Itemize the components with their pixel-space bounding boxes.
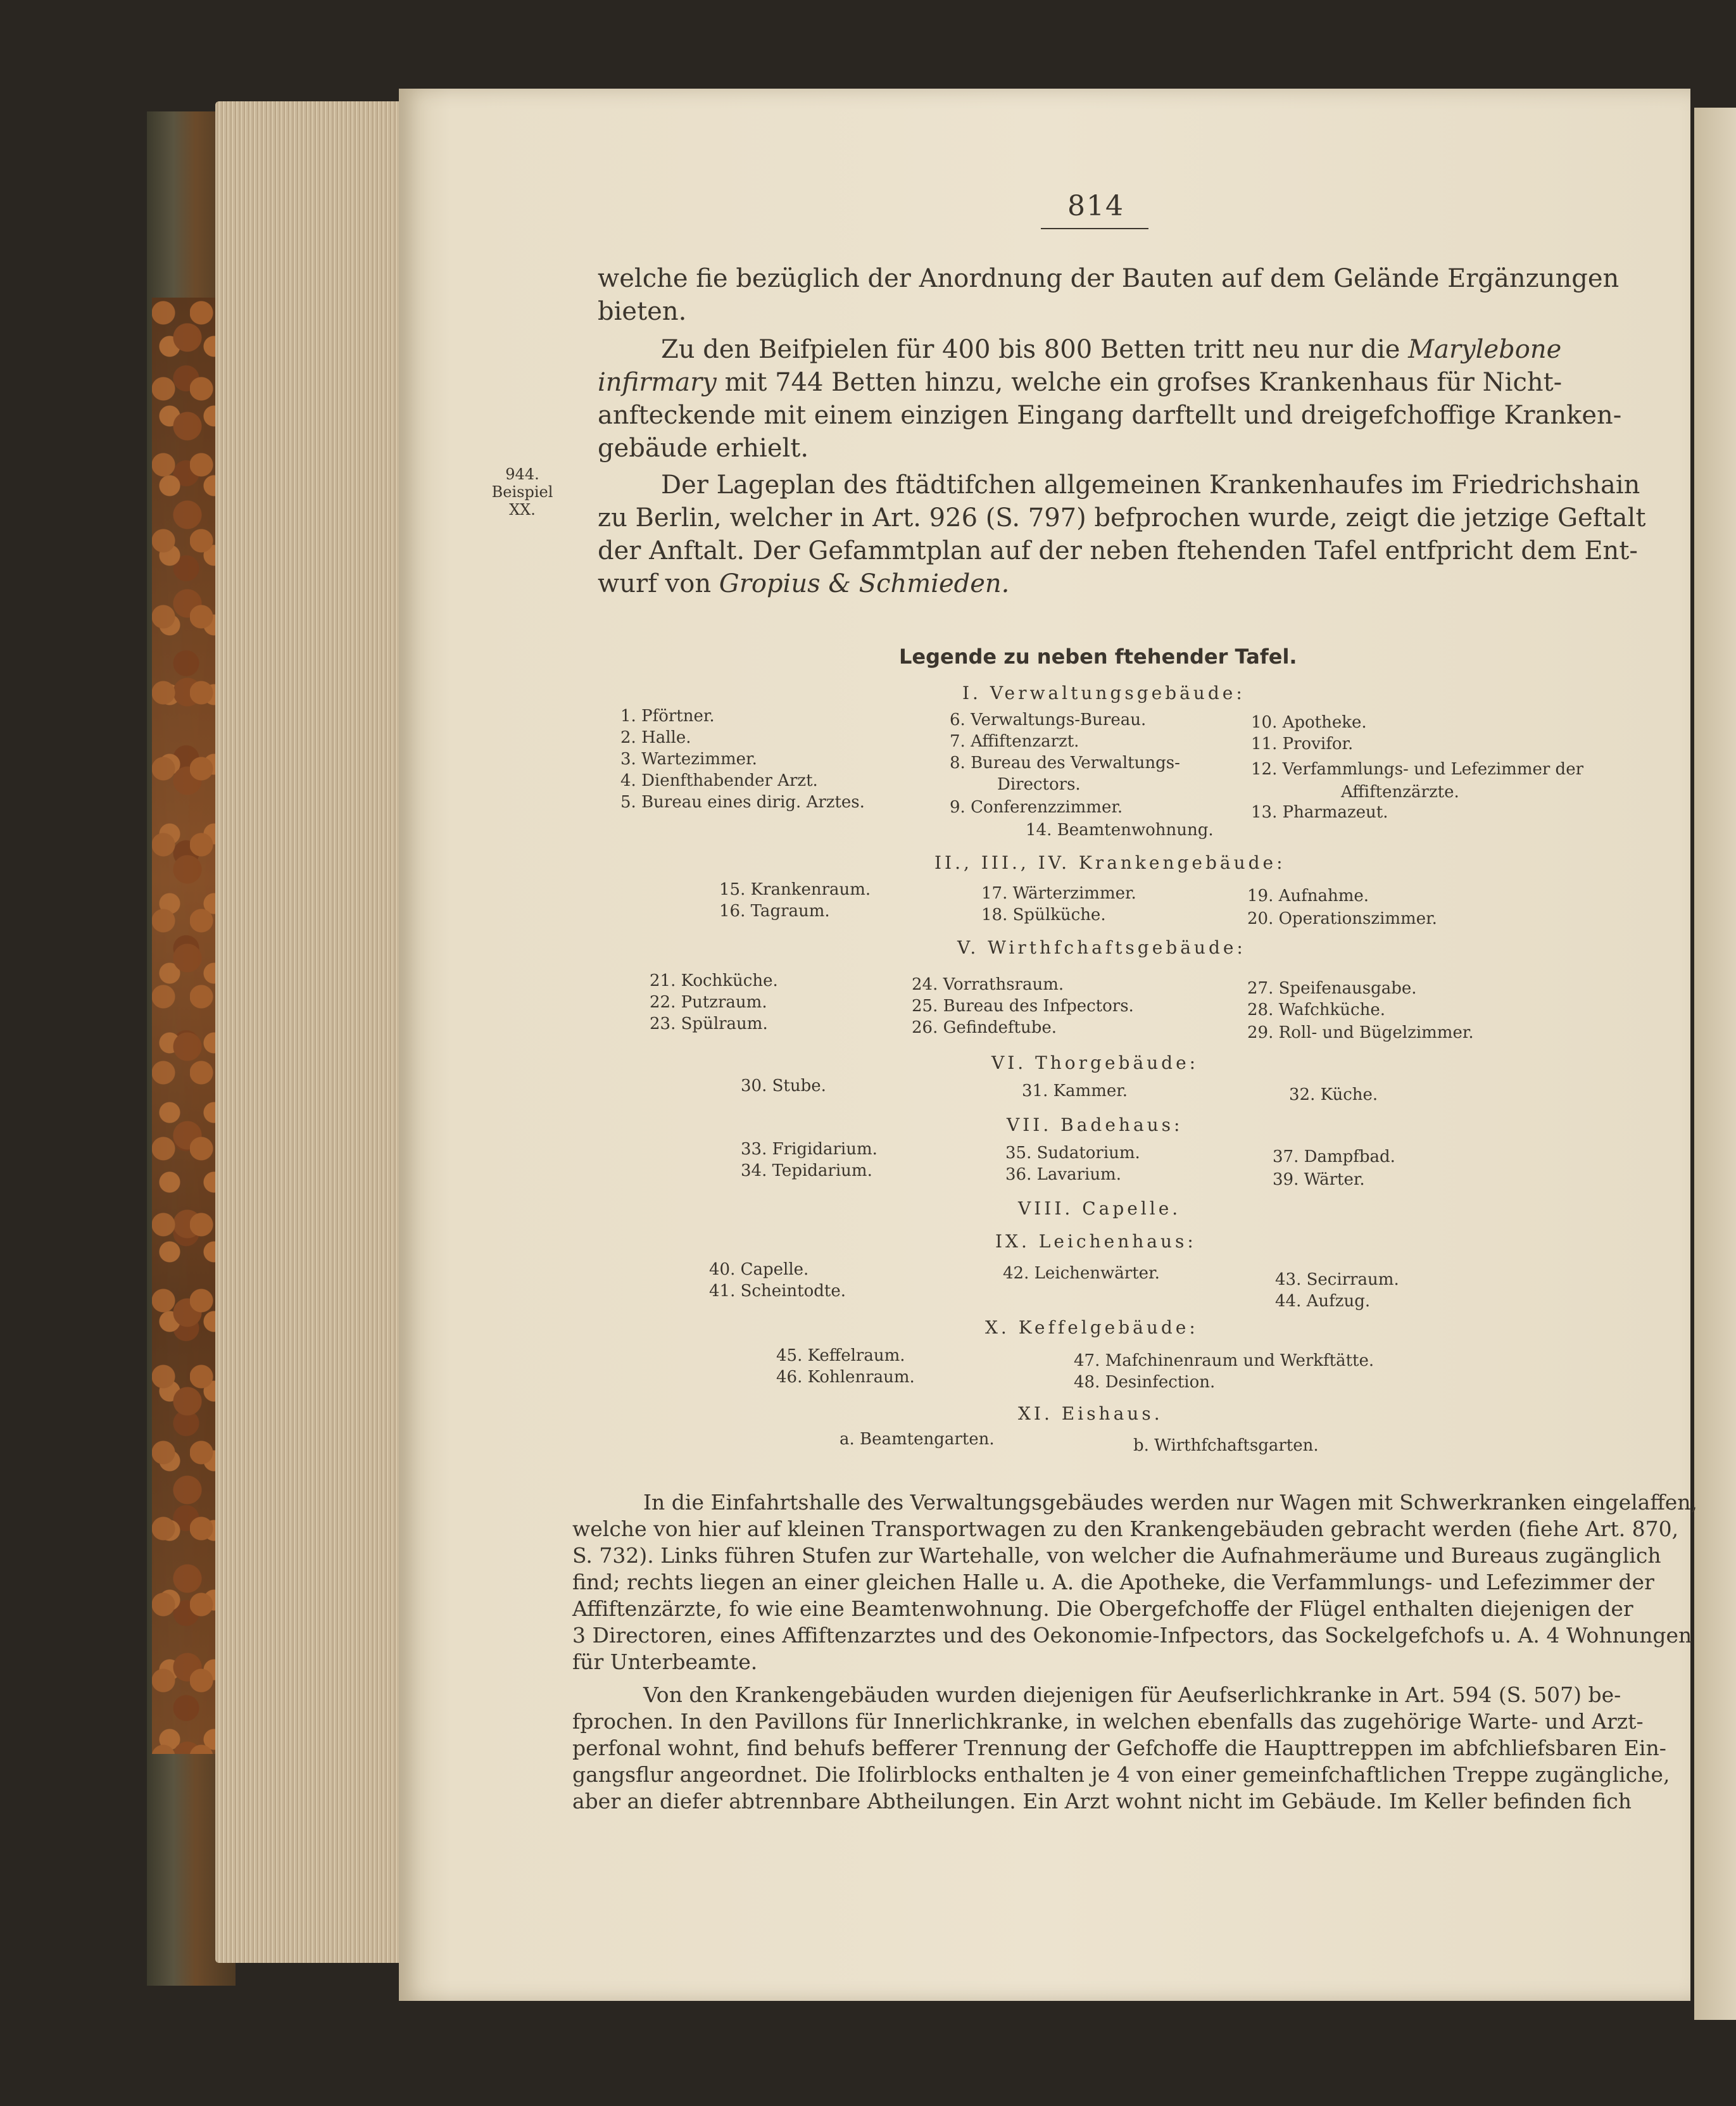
paragraph-line: welche von hier auf kleinen Transportwagen zu den Krankengebäuden gebracht werden (fiehe Art. 870,	[572, 1516, 1679, 1541]
legend-item: 11. Provifor.	[1251, 735, 1354, 753]
legend-item: 24. Vorrathsraum.	[912, 975, 1064, 994]
legend-item: 47. Mafchinenraum und Werkftätte.	[1074, 1351, 1374, 1370]
legend-item: Affiftenzärzte.	[1341, 783, 1459, 802]
paragraph-line: perfonal wohnt, find behufs befferer Trennung der Gefchoffe die Haupttreppen im abfchliefsbaren Ein-	[572, 1736, 1666, 1760]
legend-item: 46. Kohlenraum.	[776, 1368, 915, 1387]
margin-note-label: Beispiel	[491, 483, 553, 501]
legend-item: 33. Frigidarium.	[741, 1140, 877, 1159]
legend-item: 7. Affiftenzarzt.	[950, 732, 1079, 751]
page-edges	[215, 101, 405, 1963]
legend-section: VI. Thorgebäude:	[991, 1052, 1199, 1073]
legend-item: 13. Pharmazeut.	[1251, 803, 1388, 822]
legend-item: 18. Spülküche.	[981, 905, 1106, 924]
paragraph-line: Zu den Beifpielen für 400 bis 800 Betten tritt neu nur die Marylebone	[661, 335, 1562, 364]
paragraph-line: der Anftalt. Der Gefammtplan auf der neben ftehenden Tafel entfpricht dem Ent-	[598, 536, 1638, 565]
paragraph-line: welche fie bezüglich der Anordnung der Bauten auf dem Gelände Ergänzungen	[598, 264, 1620, 293]
legend-item: 19. Aufnahme.	[1247, 886, 1369, 905]
legend-section: XI. Eishaus.	[1018, 1403, 1163, 1424]
legend-item: 40. Capelle.	[709, 1260, 809, 1279]
legend-item: 34. Tepidarium.	[741, 1161, 872, 1180]
legend-item: 37. Dampfbad.	[1273, 1147, 1395, 1166]
facing-page-edge	[1694, 108, 1736, 2020]
margin-note-number: 944.	[505, 465, 539, 483]
paragraph-line: zu Berlin, welcher in Art. 926 (S. 797) befprochen wurde, zeigt die jetzige Geftalt	[598, 503, 1646, 533]
legend-item: 10. Apotheke.	[1251, 713, 1367, 732]
legend-item: 25. Bureau des Infpectors.	[912, 997, 1134, 1016]
legend-title: Legende zu neben ftehender Tafel.	[899, 645, 1297, 669]
legend-item: 39. Wärter.	[1273, 1170, 1365, 1189]
legend-item: 41. Scheintodte.	[709, 1282, 846, 1301]
legend-item: 21. Kochküche.	[650, 971, 778, 990]
legend-section: I. Verwaltungsgebäude:	[962, 683, 1245, 703]
margin-note-roman: XX.	[509, 501, 536, 519]
legend-item: 6. Verwaltungs-Bureau.	[950, 710, 1147, 729]
legend-item: 27. Speifenausgabe.	[1247, 979, 1417, 998]
legend-section: II., III., IV. Krankengebäude:	[934, 852, 1286, 873]
paragraph-line: infirmary mit 744 Betten hinzu, welche ein grofses Krankenhaus für Nicht-	[598, 368, 1563, 397]
legend-item: 26. Gefindeftube.	[912, 1018, 1057, 1037]
legend-item: 31. Kammer.	[1022, 1081, 1128, 1100]
legend-item: 3. Wartezimmer.	[620, 750, 757, 769]
legend-item: 23. Spülraum.	[650, 1014, 768, 1033]
legend-item: 30. Stube.	[741, 1076, 826, 1095]
paragraph-line: aber an diefer abtrennbare Abtheilungen. Ein Arzt wohnt nicht im Gebäude. Im Keller befinden fich	[572, 1789, 1632, 1813]
legend-item: 12. Verfammlungs- und Lefezimmer der	[1251, 760, 1584, 779]
legend-item: 28. Wafchküche.	[1247, 1000, 1385, 1019]
legend-item: 45. Keffelraum.	[776, 1346, 905, 1365]
legend-item: b. Wirthfchaftsgarten.	[1133, 1436, 1319, 1455]
legend-section: V. Wirthfchaftsgebäude:	[957, 937, 1246, 958]
paragraph-line: S. 732). Links führen Stufen zur Wartehalle, von welcher die Aufnahmeräume und Bureaus zugänglich	[572, 1543, 1661, 1568]
paragraph-line: anfteckende mit einem einzigen Eingang darftellt und dreigefchoffige Kranken-	[598, 401, 1622, 430]
legend-item: 15. Krankenraum.	[719, 880, 871, 899]
paragraph-line: 3 Directoren, eines Affiftenzarztes und des Oekonomie-Infpectors, das Sockelgefchofs u. A. 4 Wohnungen	[572, 1623, 1692, 1648]
paragraph-line: gebäude erhielt.	[598, 434, 809, 463]
legend-item: 16. Tagraum.	[719, 902, 830, 921]
legend-item: a. Beamtengarten.	[840, 1430, 995, 1449]
paragraph-line: für Unterbeamte.	[572, 1649, 758, 1674]
paragraph-line: Affiftenzärzte, fo wie eine Beamtenwohnung. Die Obergefchoffe der Flügel enthalten diejenigen der	[572, 1596, 1633, 1621]
legend-item: 43. Secirraum.	[1275, 1270, 1399, 1289]
legend-item: 1. Pförtner.	[620, 707, 715, 726]
legend-item: 44. Aufzug.	[1275, 1292, 1371, 1311]
legend-item: 29. Roll- und Bügelzimmer.	[1247, 1023, 1474, 1042]
legend-item: 42. Leichenwärter.	[1003, 1264, 1160, 1283]
legend-item: 22. Putzraum.	[650, 993, 767, 1012]
legend-section: X. Keffelgebäude:	[985, 1317, 1198, 1338]
legend-item: 48. Desinfection.	[1074, 1373, 1216, 1392]
legend-item: 8. Bureau des Verwaltungs-	[950, 753, 1180, 772]
paragraph-line: bieten.	[598, 297, 687, 326]
paragraph-line: In die Einfahrtshalle des Verwaltungsgebäudes werden nur Wagen mit Schwerkranken eingelaffen,	[643, 1490, 1698, 1515]
legend-item: 36. Lavarium.	[1005, 1165, 1121, 1184]
legend-section: VII. Badehaus:	[1007, 1114, 1183, 1135]
legend-section: IX. Leichenhaus:	[995, 1231, 1197, 1252]
legend-item: 32. Küche.	[1289, 1085, 1378, 1104]
legend-item: 35. Sudatorium.	[1005, 1144, 1140, 1163]
legend-item: 5. Bureau eines dirig. Arztes.	[620, 793, 865, 812]
paragraph-line: wurf von Gropius & Schmieden.	[598, 569, 1010, 598]
legend-item: 4. Dienfthabender Arzt.	[620, 771, 818, 790]
legend-item: 14. Beamtenwohnung.	[1026, 821, 1214, 840]
paragraph-line: Von den Krankengebäuden wurden diejenigen für Aeufserlichkranke in Art. 594 (S. 507) be-	[643, 1682, 1621, 1707]
legend-item: 9. Conferenzzimmer.	[950, 798, 1123, 817]
legend-item: 2. Halle.	[620, 728, 691, 747]
page-number: 814	[1067, 190, 1124, 222]
paragraph-line: fprochen. In den Pavillons für Innerlichkranke, in welchen ebenfalls das zugehörige Warte- und Arzt-	[572, 1709, 1644, 1734]
paragraph-line: gangsflur angeordnet. Die Ifolirblocks enthalten je 4 von einer gemeinfchaftlichen Treppe zugängliche,	[572, 1762, 1670, 1787]
legend-item: 20. Operationszimmer.	[1247, 909, 1437, 928]
margin-note	[487, 465, 557, 519]
legend-item: 17. Wärterzimmer.	[981, 884, 1136, 903]
paragraph-line: Der Lageplan des ftädtifchen allgemeinen Krankenhaufes im Friedrichshain	[661, 470, 1640, 500]
page-number-rule	[1041, 228, 1148, 229]
legend-section: VIII. Capelle.	[1018, 1198, 1181, 1219]
paragraph-line: find; rechts liegen an einer gleichen Halle u. A. die Apotheke, die Verfammlungs- und Lefezimmer der	[572, 1570, 1654, 1594]
legend-item: Directors.	[997, 775, 1081, 794]
